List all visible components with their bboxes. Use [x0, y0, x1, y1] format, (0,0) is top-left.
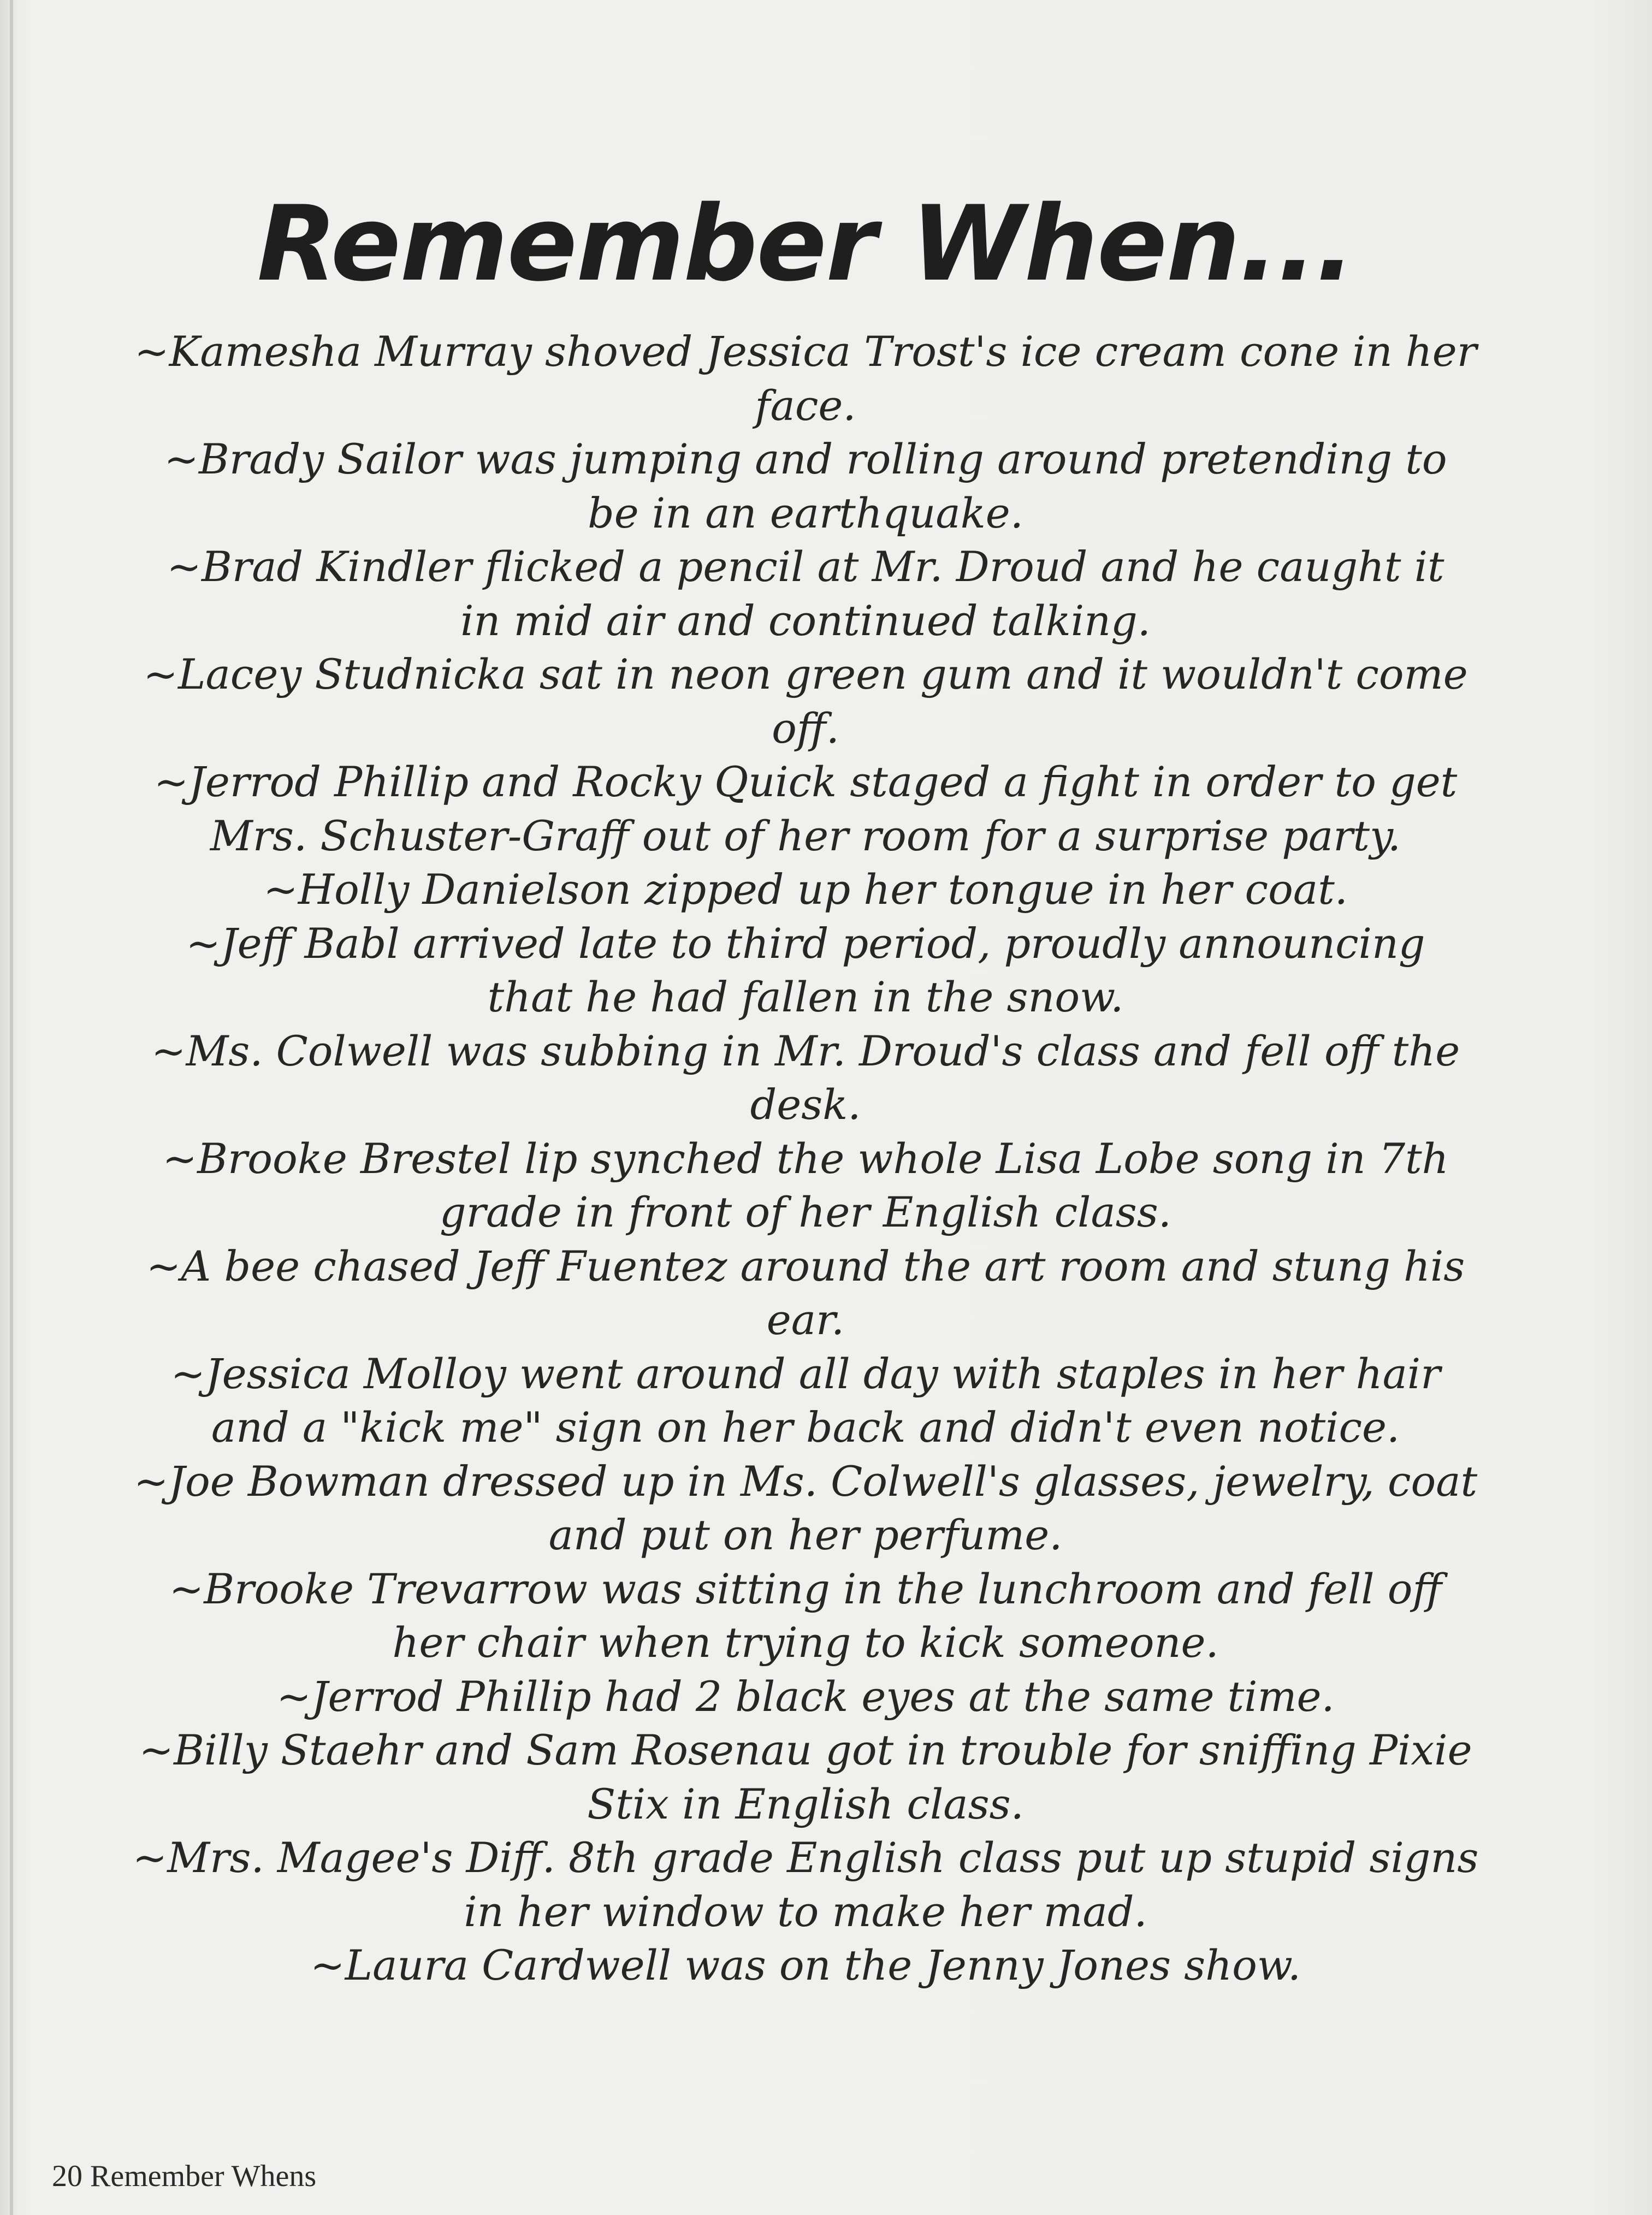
- remember-when-entry: [82, 863, 1529, 917]
- entry-line: ~Laura Cardwell was on the Jenny Jones show.: [310, 1941, 1301, 1989]
- remember-when-entry: [82, 1024, 1529, 1132]
- entry-line: ~Jeff Babl arrived late to third period, proudly announcing: [186, 919, 1425, 968]
- entry-line: be in an earthquake.: [588, 488, 1023, 537]
- remember-when-entry: [82, 1939, 1529, 1993]
- remember-when-entry: [82, 1562, 1529, 1670]
- remember-when-entry: [82, 1347, 1529, 1455]
- entry-line: ~Lacey Studnicka sat in neon green gum and it wouldn't come: [143, 650, 1468, 698]
- entry-line: her chair when trying to kick someone.: [392, 1618, 1219, 1667]
- remember-when-entry: [82, 648, 1529, 755]
- remember-when-entry: [82, 433, 1529, 540]
- entry-line: desk.: [750, 1080, 861, 1129]
- remember-when-entry: [82, 540, 1529, 648]
- entry-line: ear.: [766, 1295, 845, 1344]
- entry-line: ~Brad Kindler flicked a pencil at Mr. Droud and he caught it: [167, 542, 1444, 591]
- entry-line: Stix in English class.: [587, 1779, 1024, 1828]
- remember-when-entry: [82, 1132, 1529, 1240]
- remember-when-entry: [82, 917, 1529, 1024]
- entry-line: ~Ms. Colwell was subbing in Mr. Droud's class and fell off the: [151, 1026, 1460, 1075]
- remember-when-entry: [82, 1831, 1529, 1939]
- page-footer: 20 Remember Whens: [52, 2159, 317, 2193]
- entry-line: in mid air and continued talking.: [460, 596, 1151, 645]
- entry-line: grade in front of her English class.: [440, 1188, 1171, 1236]
- remember-when-entry: [82, 1240, 1529, 1347]
- entry-line: and put on her perfume.: [548, 1511, 1063, 1559]
- entry-line: ~Kamesha Murray shoved Jessica Trost's ice cream cone in her: [134, 327, 1477, 376]
- entry-line: ~Brady Sailor was jumping and rolling around pretending to: [164, 435, 1447, 483]
- remember-when-entry: [82, 325, 1529, 433]
- remember-when-list: [82, 325, 1529, 1993]
- remember-when-entry: [82, 755, 1529, 863]
- remember-when-entry: [82, 1455, 1529, 1562]
- entry-line: ~Mrs. Magee's Diff. 8th grade English class put up stupid signs: [132, 1833, 1479, 1882]
- entry-line: ~A bee chased Jeff Fuentez around the art room and stung his: [146, 1241, 1465, 1290]
- entry-line: Mrs. Schuster-Graff out of her room for a surprise party.: [210, 811, 1401, 860]
- page-title: Remember When...: [257, 183, 1354, 305]
- entry-line: ~Jessica Molloy went around all day with staples in her hair: [170, 1349, 1441, 1398]
- remember-when-entry: [82, 1670, 1529, 1724]
- entry-line: ~Joe Bowman dressed up in Ms. Colwell's glasses, jewelry, coat: [133, 1456, 1478, 1506]
- entry-line: that he had fallen in the snow.: [487, 973, 1124, 1021]
- entry-line: in her window to make her mad.: [464, 1887, 1147, 1936]
- entry-line: face.: [755, 381, 856, 430]
- entry-line: ~Holly Danielson zipped up her tongue in her coat.: [263, 865, 1348, 914]
- entry-line: ~Jerrod Phillip and Rocky Quick staged a fight in order to get: [153, 757, 1458, 806]
- entry-line: ~Brooke Brestel lip synched the whole Lisa Lobe song in 7th: [162, 1134, 1449, 1183]
- entry-line: ~Jerrod Phillip had 2 black eyes at the same time.: [276, 1672, 1335, 1721]
- remember-when-entry: [82, 1724, 1529, 1831]
- page-binding-edge: [10, 0, 13, 2215]
- entry-line: and a "kick me" sign on her back and didn't even notice.: [211, 1403, 1400, 1452]
- entry-line: ~Billy Staehr and Sam Rosenau got in trouble for sniffing Pixie: [139, 1726, 1472, 1774]
- entry-line: ~Brooke Trevarrow was sitting in the lunchroom and fell off: [169, 1564, 1442, 1613]
- entry-line: off.: [772, 703, 839, 753]
